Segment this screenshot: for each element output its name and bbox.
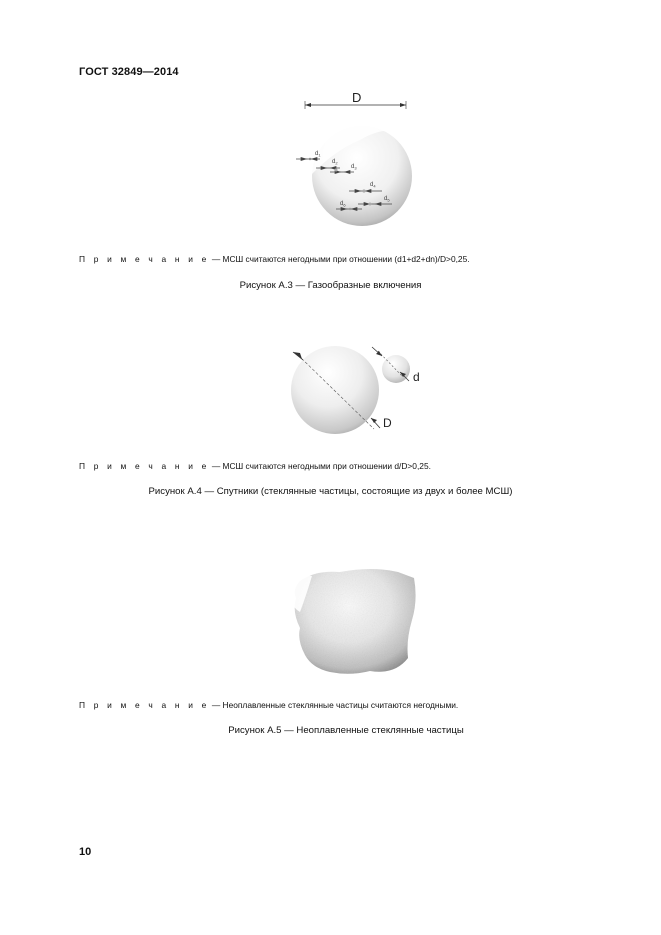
figure-a5-unfused-particle-illustration xyxy=(280,565,420,680)
note-text: — МСШ считаются негодными при отношении (d1+d2+dn)/D>0,25. xyxy=(209,254,470,264)
note-text: — МСШ считаются негодными при отношении d/D>0,25. xyxy=(209,461,431,471)
dim-label-D: D xyxy=(383,416,392,430)
figure-a5-caption: Рисунок А.5 — Неоплавленные стеклянные частицы xyxy=(228,725,464,736)
note-label: П р и м е ч а н и е xyxy=(79,254,210,264)
dim-label-d2: $d_2$ xyxy=(332,159,338,166)
dim-label-d1: $d_1$ xyxy=(315,151,321,158)
figure-a4-note xyxy=(79,461,431,471)
dim-label-d: d xyxy=(413,370,420,384)
figure-a4-satellites-illustration xyxy=(285,340,420,440)
figure-a3-caption: Рисунок А.3 — Газообразные включения xyxy=(239,280,422,291)
page-number: 10 xyxy=(79,846,92,858)
satellite-microsphere xyxy=(382,355,410,383)
note-label: П р и м е ч а н и е xyxy=(79,700,210,710)
dim-label-D: D xyxy=(352,90,362,105)
large-microsphere xyxy=(291,346,379,434)
dim-label-d6: $d_6$ xyxy=(340,201,346,208)
figure-a4-caption: Рисунок А.4 — Спутники (стеклянные частицы, состоящие из двух и более МСШ) xyxy=(148,486,513,497)
note-label: П р и м е ч а н и е xyxy=(79,461,210,471)
note-text: — Неоплавленные стеклянные частицы считаются негодными. xyxy=(209,700,459,710)
document-header: ГОСТ 32849—2014 xyxy=(79,66,179,78)
figure-a3-note xyxy=(79,254,470,264)
dim-label-d5: $d_5$ xyxy=(384,196,390,203)
dim-label-d4: $d_4$ xyxy=(370,182,376,189)
figure-a3-gas-inclusions-illustration xyxy=(280,88,430,238)
figure-a5-note xyxy=(79,700,458,710)
dim-label-d3: $d_3$ xyxy=(351,164,357,171)
